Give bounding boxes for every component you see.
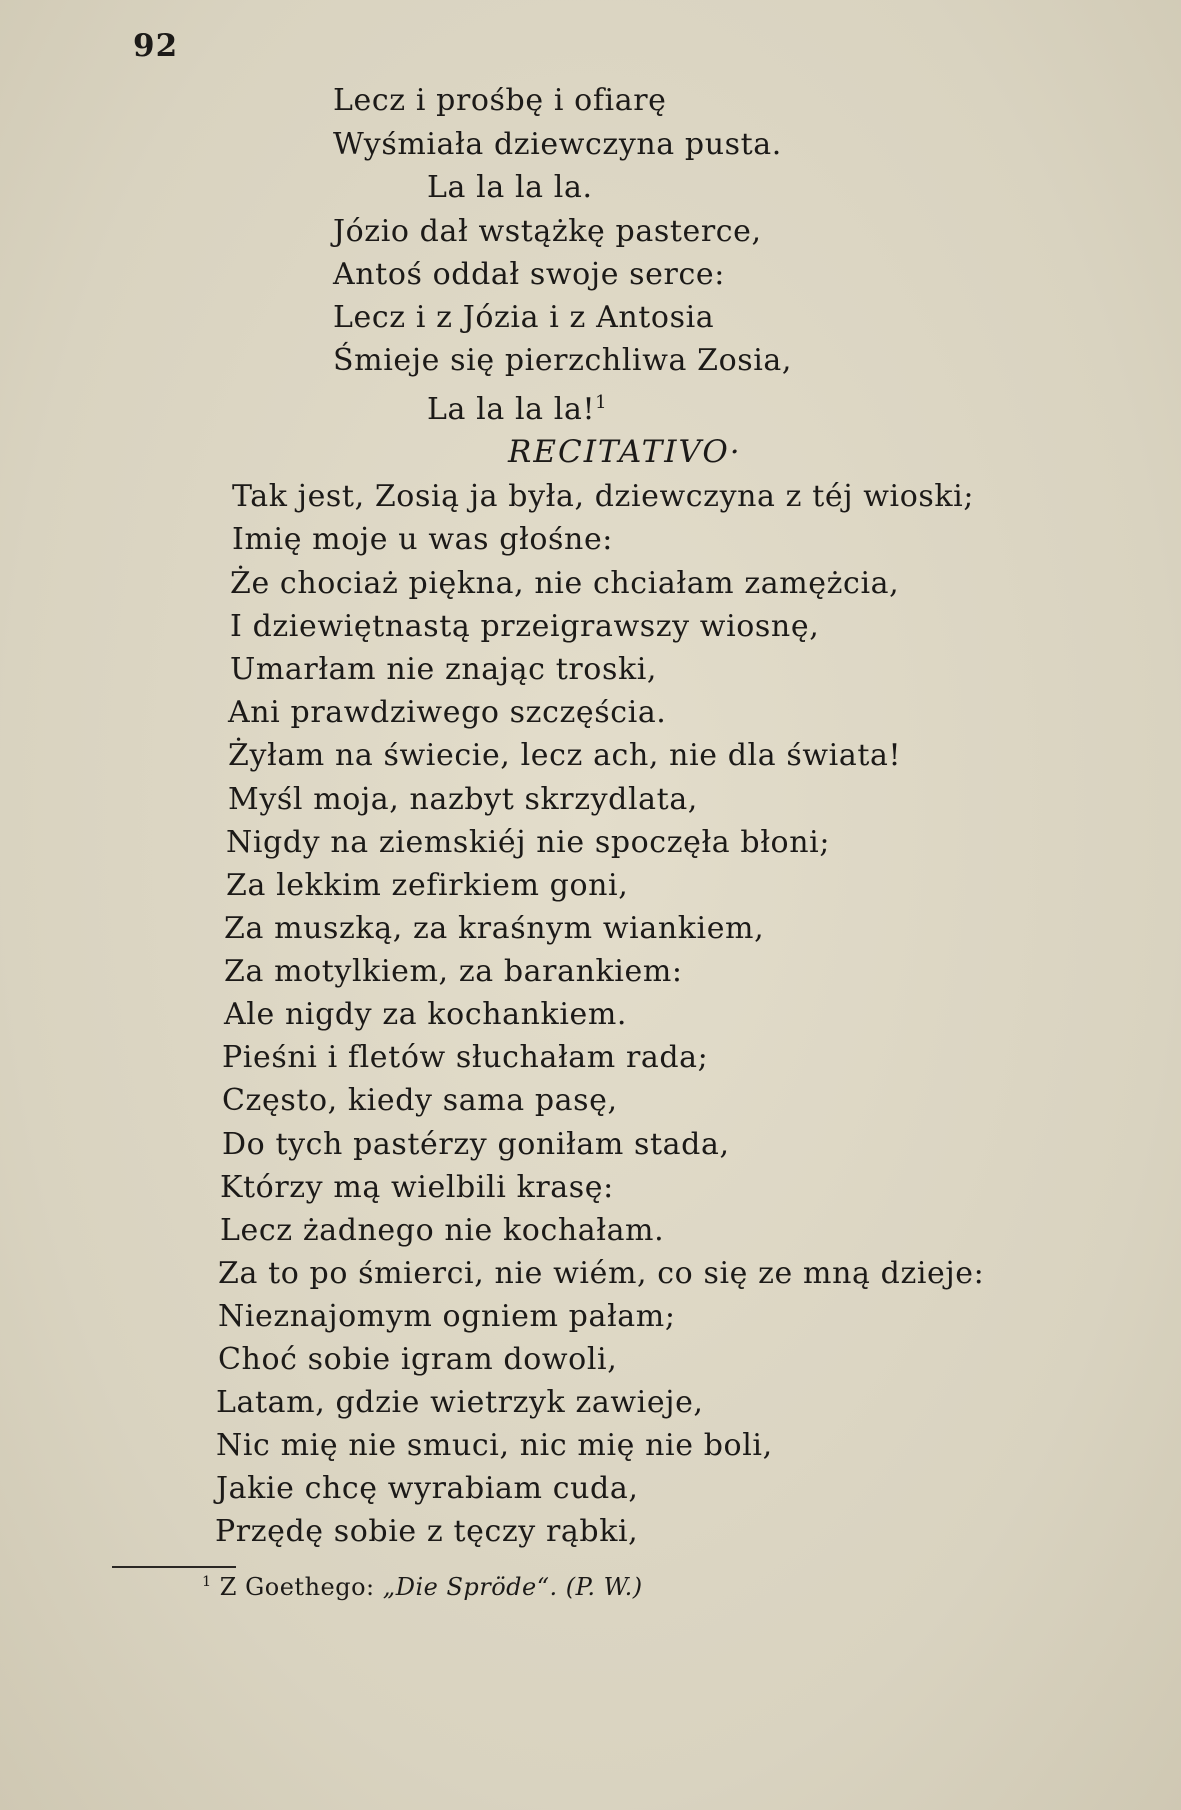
verse-line: Nieznajomym ogniem pałam; bbox=[218, 1299, 676, 1334]
footnote-reference: 1 bbox=[595, 392, 608, 413]
verse-line: Latam, gdzie wietrzyk zawieje, bbox=[216, 1385, 704, 1420]
verse-line: Żyłam na świecie, lecz ach, nie dla świata! bbox=[228, 738, 902, 773]
verse-line: Lecz i prośbę i ofiarę bbox=[333, 83, 667, 118]
footnote-divider bbox=[112, 1566, 236, 1568]
verse-line: Do tych pastérzy goniłam stada, bbox=[222, 1127, 730, 1162]
verse-line: Ale nigdy za kochankiem. bbox=[224, 997, 628, 1032]
verse-line: Tak jest, Zosią ja była, dziewczyna z téj wioski; bbox=[232, 479, 975, 514]
verse-line: Nigdy na ziemskiéj nie spoczęła błoni; bbox=[226, 825, 831, 860]
section-heading: RECITATIVO· bbox=[508, 434, 742, 470]
verse-line: Ani prawdziwego szczęścia. bbox=[228, 695, 667, 730]
verse-line: Wyśmiała dziewczyna pusta. bbox=[333, 127, 782, 162]
verse-line: I dziewiętnastą przeigrawszy wiosnę, bbox=[230, 609, 820, 644]
verse-line: Za to po śmierci, nie wiém, co się ze mną dzieje: bbox=[218, 1256, 985, 1291]
verse-line: Przędę sobie z tęczy rąbki, bbox=[215, 1514, 639, 1549]
verse-line: Za muszką, za kraśnym wiankiem, bbox=[224, 911, 765, 946]
verse-line: La la la la! bbox=[427, 392, 596, 427]
verse-line: Myśl moja, nazbyt skrzydlata, bbox=[228, 782, 698, 817]
verse-line: Śmieje się pierzchliwa Zosia, bbox=[333, 343, 793, 378]
footnote-title: „Die Spröde“. (P. W.) bbox=[382, 1573, 643, 1601]
verse-line: Nic mię nie smuci, nic mię nie boli, bbox=[216, 1428, 773, 1463]
verse-line: Że chociaż piękna, nie chciałam zamężcia, bbox=[230, 566, 900, 601]
verse-line: Imię moje u was głośne: bbox=[232, 522, 614, 557]
verse-line: Którzy mą wielbili krasę: bbox=[220, 1170, 614, 1205]
verse-line: Lecz i z Józia i z Antosia bbox=[333, 300, 715, 335]
verse-line: Choć sobie igram dowoli, bbox=[218, 1342, 618, 1377]
verse-line: Jakie chcę wyrabiam cuda, bbox=[216, 1471, 639, 1506]
verse-line: Za motylkiem, za barankiem: bbox=[224, 954, 683, 989]
verse-line: Pieśni i fletów słuchałam rada; bbox=[222, 1040, 709, 1075]
footnote bbox=[202, 1573, 643, 1601]
verse-line: Za lekkim zefirkiem goni, bbox=[226, 868, 629, 903]
verse-line: Lecz żadnego nie kochałam. bbox=[220, 1213, 665, 1248]
verse-line: Józio dał wstążkę pasterce, bbox=[333, 214, 762, 249]
verse-line: Umarłam nie znając troski, bbox=[230, 652, 658, 687]
verse-line: Antoś oddał swoje serce: bbox=[333, 257, 725, 292]
page-number: 92 bbox=[133, 28, 179, 64]
verse-line-with-footnote bbox=[427, 385, 607, 428]
footnote-marker: 1 bbox=[202, 1574, 212, 1590]
verse-line: Często, kiedy sama pasę, bbox=[222, 1083, 618, 1118]
verse-line: La la la la. bbox=[427, 170, 593, 205]
footnote-prefix: Z Goethego: bbox=[219, 1573, 383, 1601]
